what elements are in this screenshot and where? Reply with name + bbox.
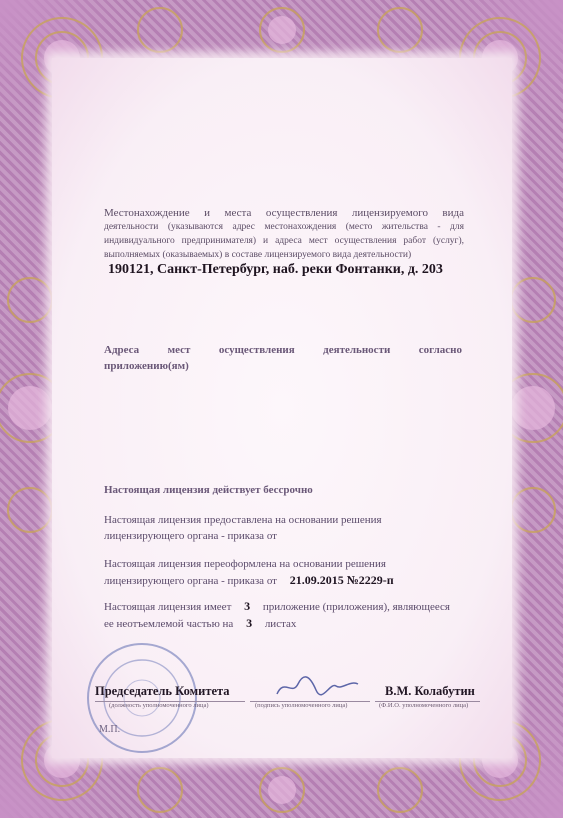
appendix-line-2: [104, 615, 484, 632]
appendix-line-1: [104, 598, 484, 615]
signer-name: В.М. Колабутин: [385, 684, 475, 698]
granted-block: [104, 512, 434, 544]
signer-position: Председатель Комитета: [95, 684, 230, 698]
name-caption: (Ф.И.О. уполномоченного лица): [379, 702, 469, 709]
address-value: 190121, Санкт-Петербург, наб. реки Фонтанки, д. 203: [108, 262, 443, 277]
caption-line-4: выполняемых (оказываемых) в составе лицензируемого вида деятельности): [104, 250, 412, 260]
appendix-text-2: приложение (приложения), являющееся: [262, 601, 450, 613]
location-caption: [104, 206, 464, 262]
appendix-text-3: ее неотъемлемой частью на: [104, 618, 234, 630]
reissued-block: [104, 556, 474, 589]
order-number: 21.09.2015 №2229-п: [289, 573, 394, 587]
reissued-line-1: Настоящая лицензия переоформлена на основании решения: [104, 558, 386, 570]
caption-line-3: индивидуального предпринимателя) и адреса мест осуществления работ (услуг),: [104, 236, 464, 246]
caption-line-2: деятельности (указываются адрес местонахождения (место жительства - для: [104, 222, 464, 232]
reissued-line-2-text: лицензирующего органа - приказа от: [104, 575, 277, 587]
signature-mark: [272, 672, 362, 702]
addresses-line-2: приложению(ям): [104, 360, 189, 372]
appendix-text-4: листах: [264, 618, 297, 630]
granted-line-1: Настоящая лицензия предоставлена на основании решения: [104, 514, 382, 526]
addresses-line-1: Адреса мест осуществления деятельности согласно: [104, 344, 462, 356]
stamp-place-label: М.П.: [99, 724, 121, 735]
validity-text: Настоящая лицензия действует бессрочно: [104, 484, 313, 496]
addresses-note: [104, 342, 462, 374]
reissued-line-2: [104, 572, 474, 589]
position-caption: (должность уполномоченного лица): [109, 702, 209, 709]
appendix-sheets: 3: [246, 616, 253, 630]
appendix-count: 3: [244, 599, 251, 613]
signature-caption: (подпись уполномоченного лица): [255, 702, 348, 709]
appendix-block: [104, 598, 484, 632]
caption-line-1: Местонахождение и места осуществления лицензируемого вида: [104, 207, 464, 219]
appendix-text-1: Настоящая лицензия имеет: [104, 601, 232, 613]
granted-line-2: лицензирующего органа - приказа от: [104, 530, 277, 542]
